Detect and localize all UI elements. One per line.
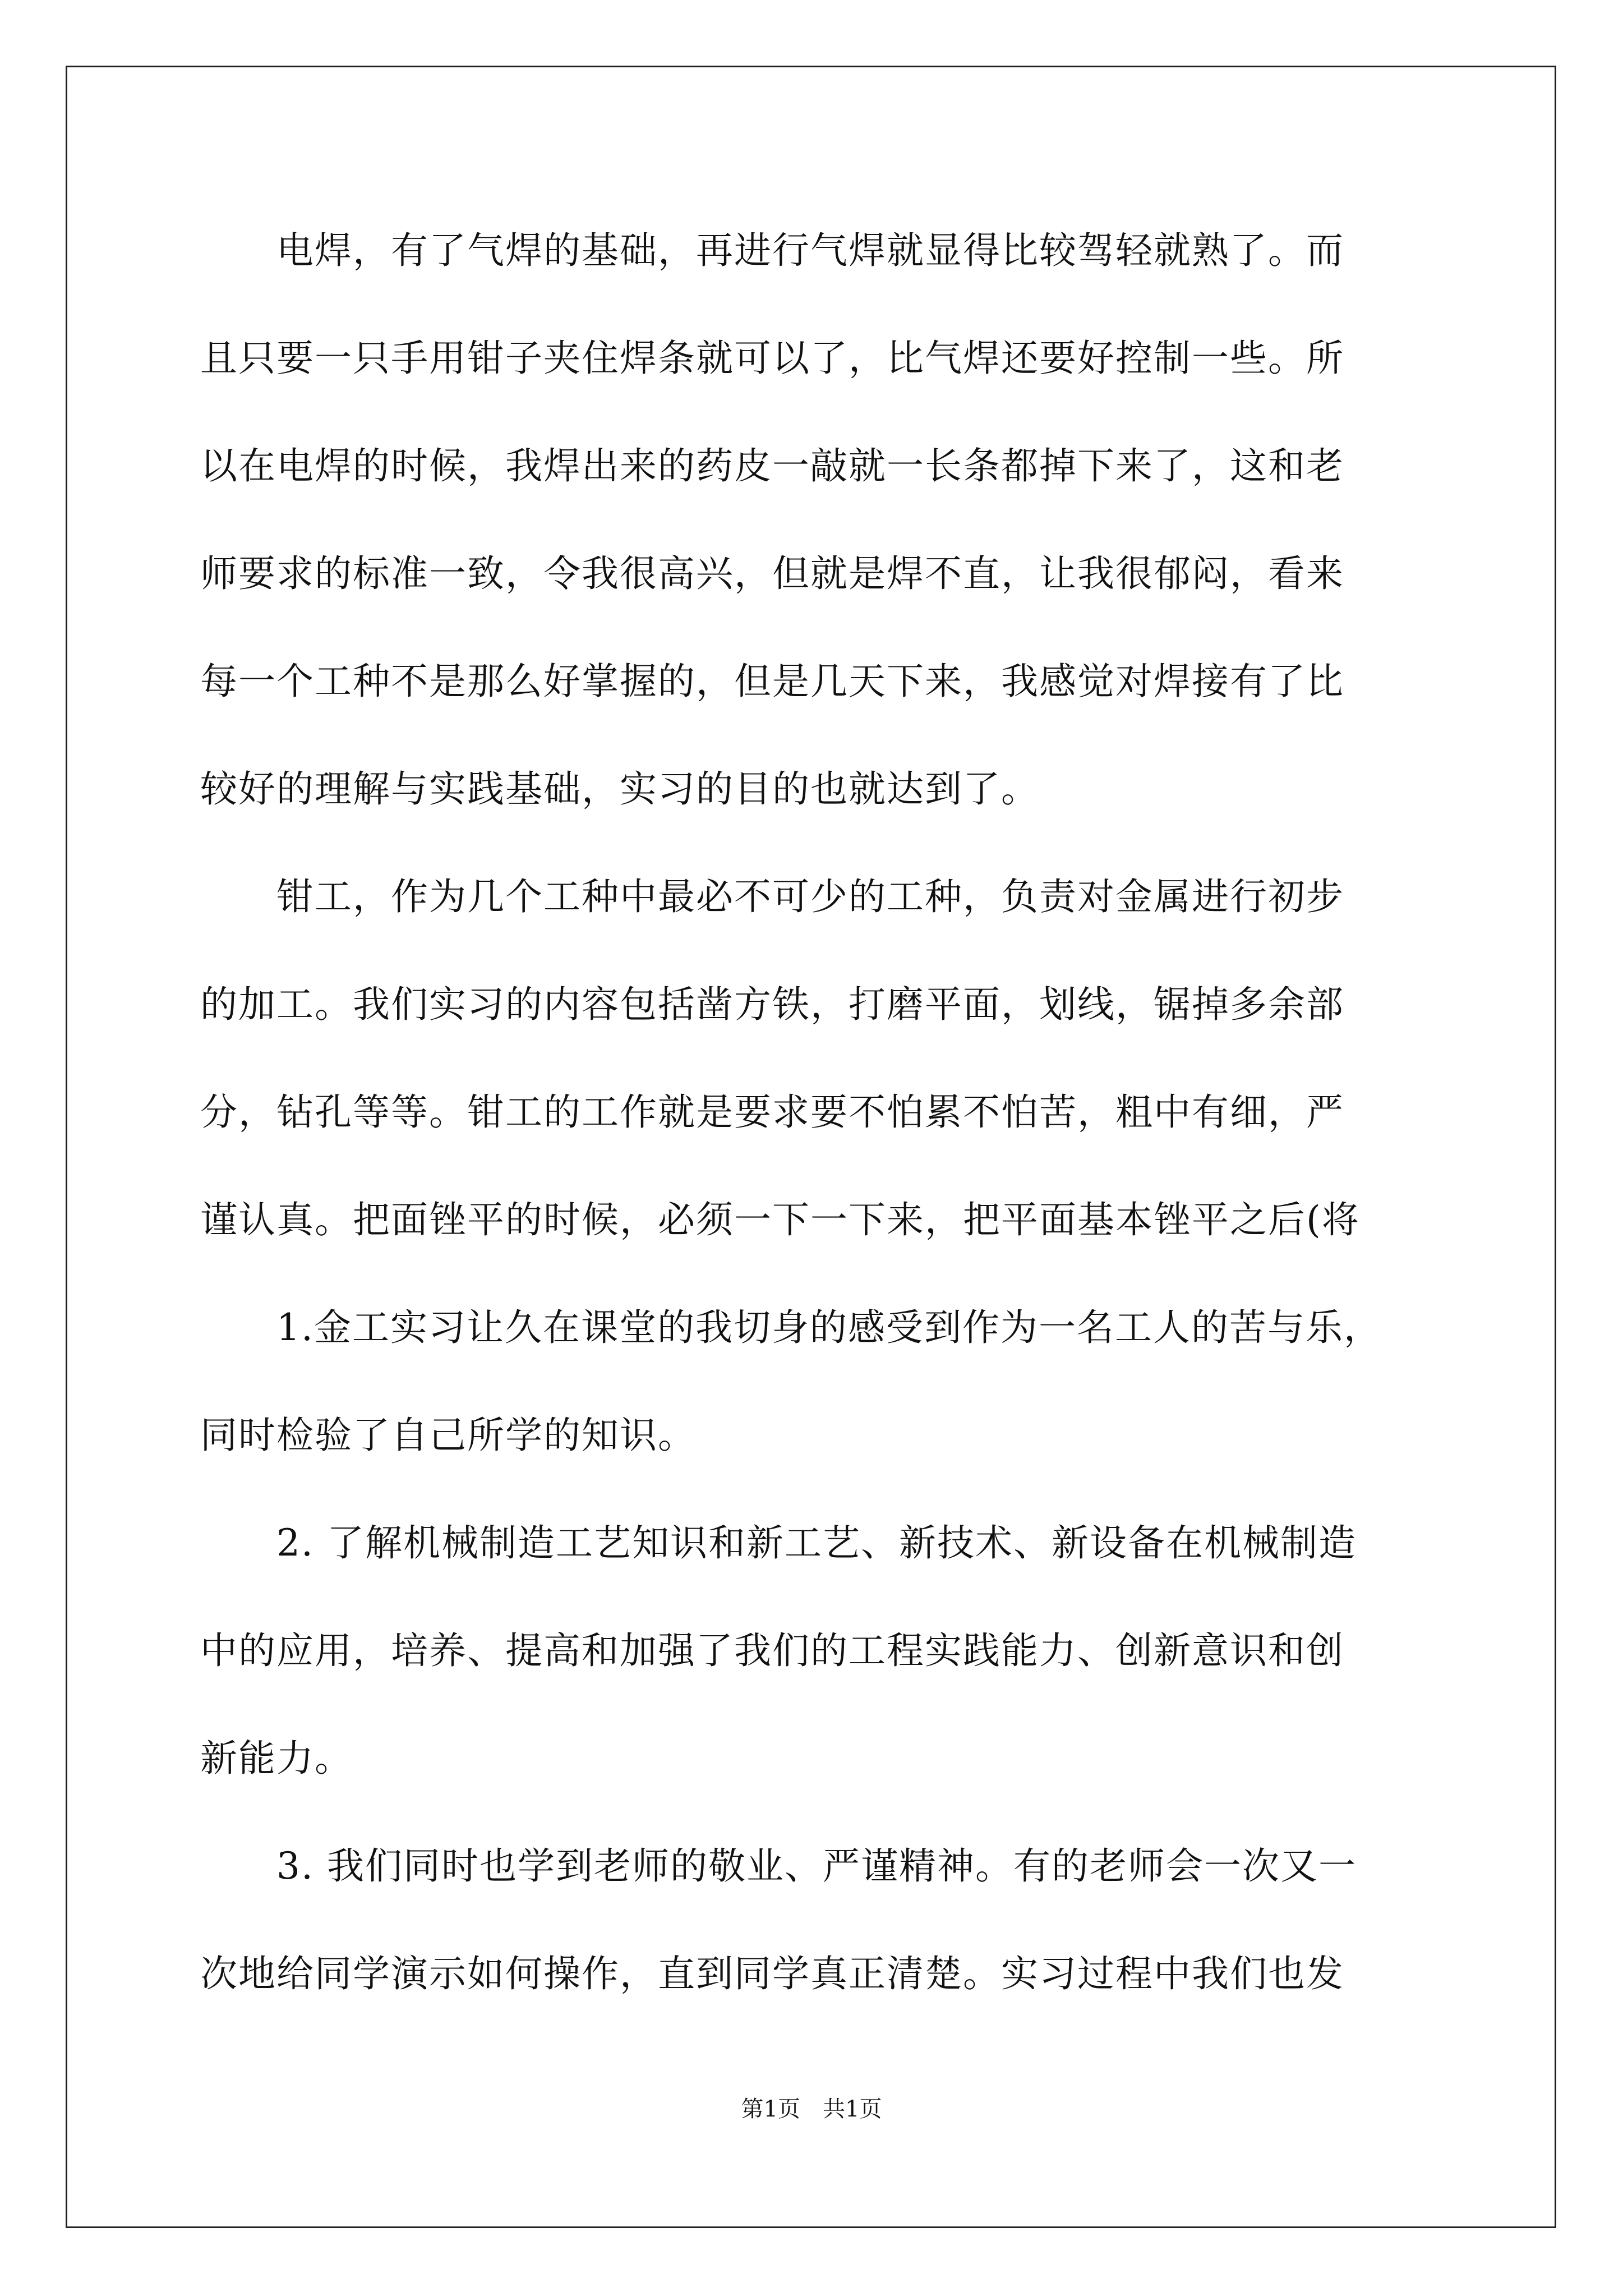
text-line: 电焊，有了气焊的基础，再进行气焊就显得比较驾轻就熟了。而 (200, 229, 1344, 272)
text-line: 的加工。我们实习的内容包括凿方铁，打磨平面，划线，锯掉多余部 (200, 983, 1344, 1026)
page-number: 第1页 (741, 2096, 800, 2122)
text-line: 中的应用，培养、提高和加强了我们的工程实践能力、创新意识和创 (200, 1629, 1344, 1672)
text-line: 较好的理解与实践基础，实习的目的也就达到了。 (200, 767, 1039, 811)
page-footer (0, 2095, 1623, 2123)
text-line: 同时检验了自己所学的知识。 (200, 1414, 696, 1457)
text-line: 次地给同学演示如何操作，直到同学真正清楚。实习过程中我们也发 (200, 1952, 1344, 1995)
text-line: 3. 我们同时也学到老师的敬业、严谨精神。有的老师会一次又一 (200, 1844, 1357, 1888)
text-line: 新能力。 (200, 1737, 353, 1780)
text-line: 1.金工实习让久在课堂的我切身的感受到作为一名工人的苦与乐， (200, 1306, 1382, 1349)
text-line: 谨认真。把面锉平的时候，必须一下一下来，把平面基本锉平之后(将 (200, 1198, 1360, 1241)
text-line: 每一个工种不是那么好掌握的，但是几天下来，我感觉对焊接有了比 (200, 660, 1344, 703)
document-body (200, 220, 1423, 2051)
text-line: 以在电焊的时候，我焊出来的药皮一敲就一长条都掉下来了，这和老 (200, 444, 1344, 487)
text-line: 钳工，作为几个工种中最必不可少的工种，负责对金属进行初步 (200, 875, 1344, 918)
text-line: 师要求的标准一致，令我很高兴，但就是焊不直，让我很郁闷，看来 (200, 552, 1344, 595)
page-total: 共1页 (823, 2096, 882, 2122)
text-line: 分，钻孔等等。钳工的工作就是要求要不怕累不怕苦，粗中有细，严 (200, 1091, 1344, 1134)
text-line: 且只要一只手用钳子夹住焊条就可以了，比气焊还要好控制一些。所 (200, 337, 1344, 380)
text-line: 2. 了解机械制造工艺知识和新工艺、新技术、新设备在机械制造 (200, 1521, 1357, 1565)
